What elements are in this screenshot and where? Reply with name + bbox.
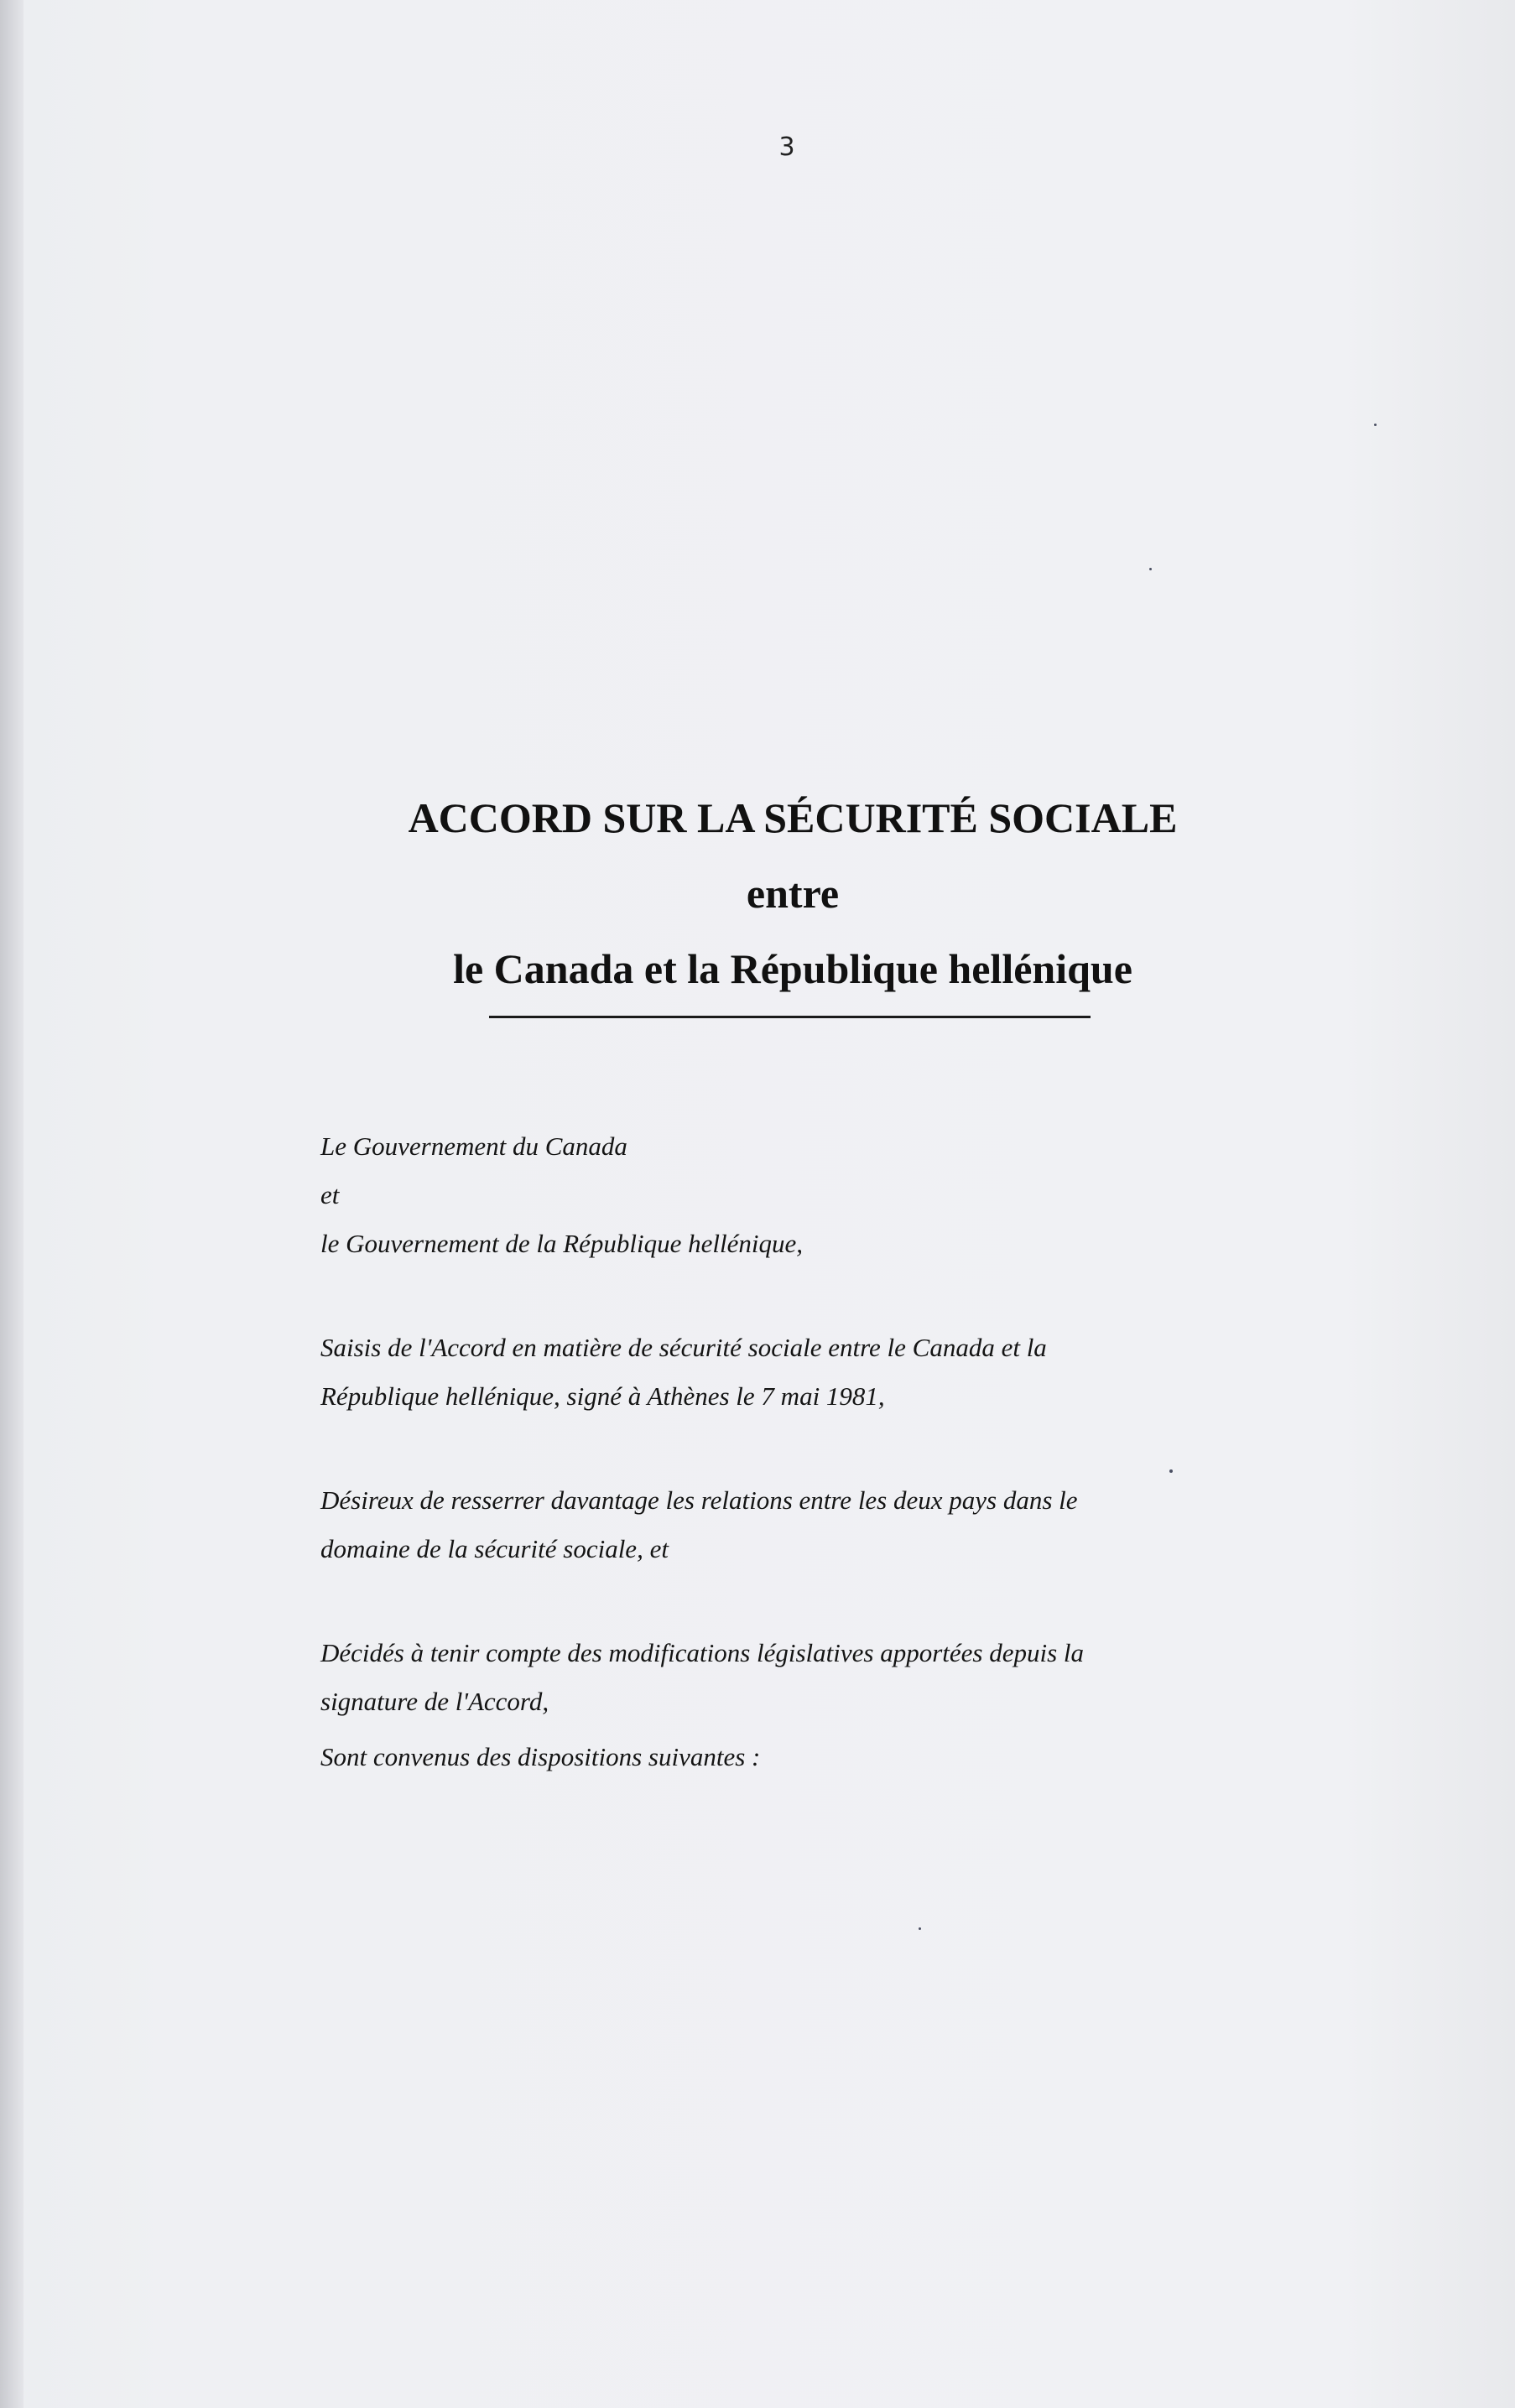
party-2: le Gouvernement de la République hellénique, <box>320 1229 804 1258</box>
title-divider-rule <box>489 1016 1091 1018</box>
party-1: Le Gouvernement du Canada <box>320 1131 627 1161</box>
preamble-clause-2-line-2: domaine de la sécurité sociale, et <box>320 1534 669 1563</box>
preamble-body <box>320 1122 1243 1781</box>
party-conjunction: et <box>320 1180 340 1209</box>
title-line-1: ACCORD SUR LA SÉCURITÉ SOCIALE <box>408 794 1178 841</box>
preamble-clause-3-line-2: signature de l'Accord, <box>320 1687 549 1716</box>
page-number: 3 <box>778 133 795 162</box>
paper-speck <box>919 1927 921 1930</box>
paper-speck <box>1169 1469 1173 1473</box>
preamble-clause-1-line-2: République hellénique, signé à Athènes le 7 mai 1981, <box>320 1381 885 1411</box>
document-title <box>319 780 1267 1006</box>
paper-speck <box>1149 568 1152 570</box>
title-line-3: le Canada et la République hellénique <box>453 945 1132 992</box>
closing-statement: Sont convenus des dispositions suivantes : <box>320 1742 761 1771</box>
preamble-clause-2-line-1: Désireux de resserrer davantage les relations entre les deux pays dans le <box>320 1485 1078 1515</box>
preamble-clause-3-line-1: Décidés à tenir compte des modifications législatives apportées depuis la <box>320 1638 1085 1667</box>
page-edge-shadow <box>0 0 23 2408</box>
title-line-2: entre <box>746 870 840 917</box>
paper-speck <box>1374 424 1377 426</box>
preamble-clause-1-line-1: Saisis de l'Accord en matière de sécurité sociale entre le Canada et la <box>320 1333 1047 1362</box>
